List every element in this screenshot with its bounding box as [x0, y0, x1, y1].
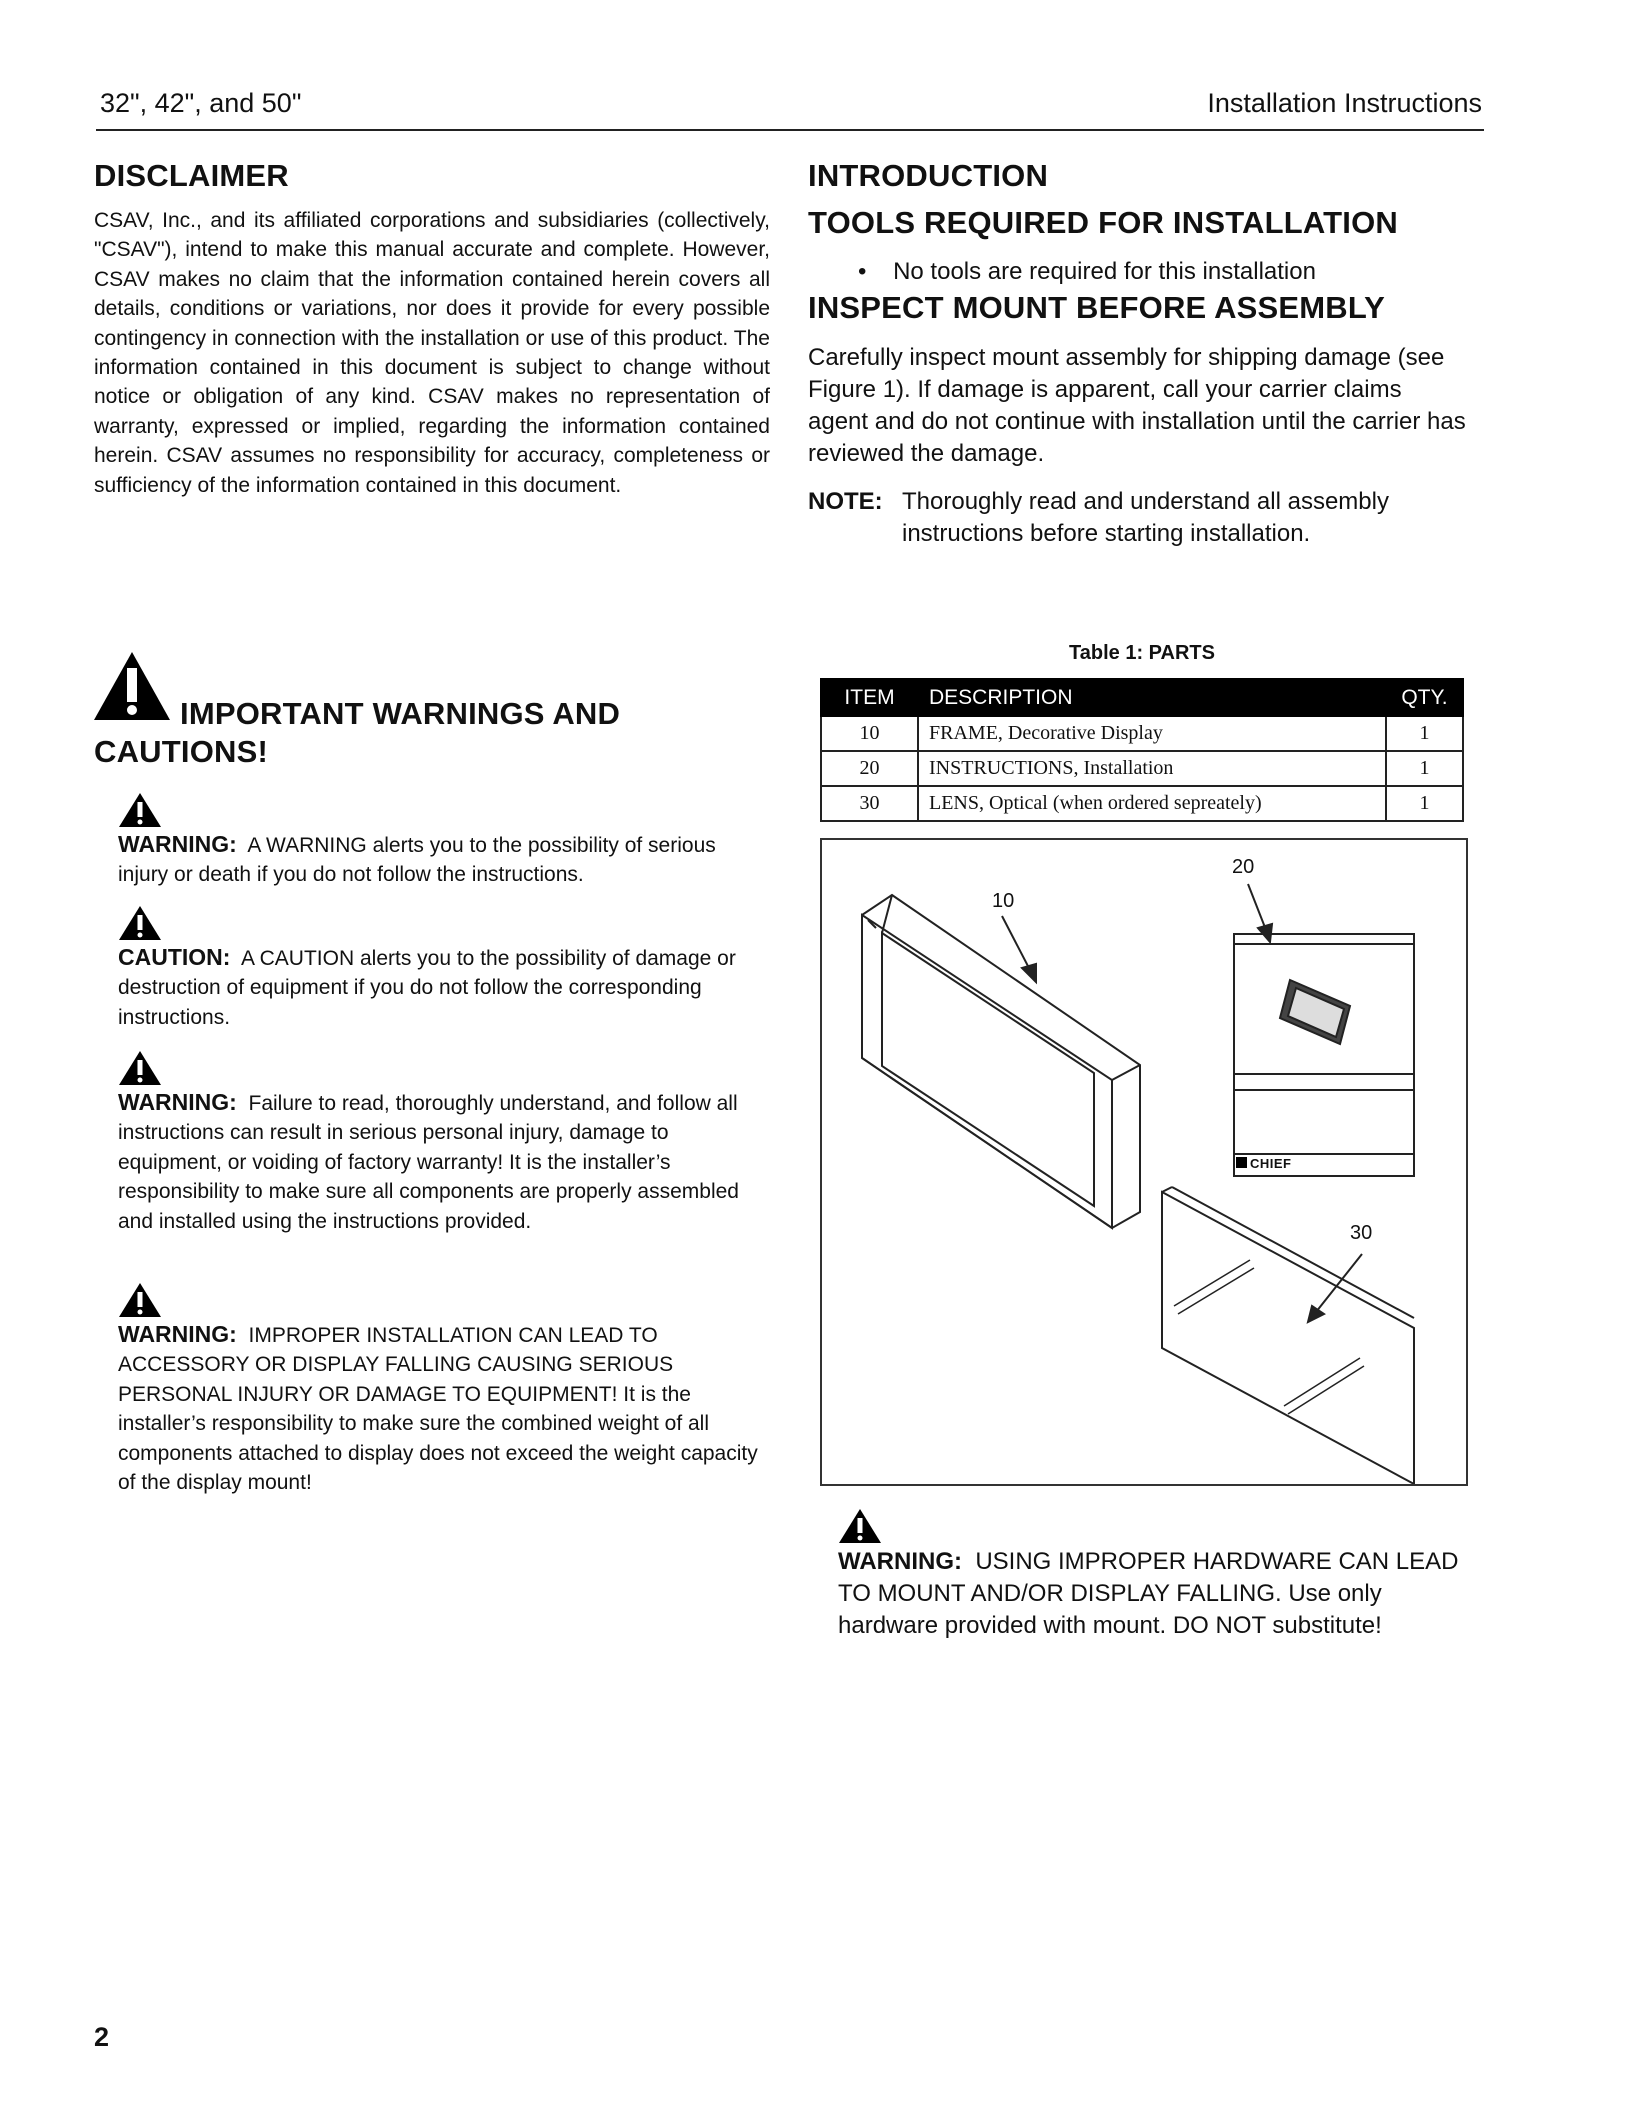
- parts-table-caption: Table 1: PARTS: [1069, 642, 1215, 664]
- warning-text: A WARNING alerts you to the possibility of serious injury or death if you do not follow the instructions.: [118, 834, 716, 887]
- note-text: Thoroughly read and understand all assembly instructions before starting installation.: [902, 488, 1389, 547]
- column-header-description: DESCRIPTION: [918, 679, 1386, 716]
- header-rule: [96, 129, 1484, 131]
- cell-item: 30: [821, 786, 918, 821]
- cell-description: FRAME, Decorative Display: [918, 716, 1386, 751]
- optical-lens-drawing: [1162, 1187, 1414, 1484]
- note-block: [808, 486, 1468, 550]
- warnings-title-line1: IMPORTANT WARNINGS AND: [180, 696, 621, 731]
- disclaimer-text: CSAV, Inc., and its affiliated corporations and subsidiaries (collectively, "CSAV"), intend to make this manual accurate and complete. However, CSAV makes no claim that the information contained herein covers all details, conditions or variations, nor does it provide for every possible contingency in connection with the installation or use of this product. The information contained in this document is subject to change without notice or obligation of any kind. CSAV makes no representation of warranty, expressed or implied, regarding the information contained herein. CSAV assumes no responsibility for accuracy, completeness or sufficiency of the information contained in this document.: [94, 209, 770, 497]
- figure-callout-10: 10: [992, 890, 1015, 912]
- header-model-sizes: 32", 42", and 50": [100, 88, 302, 118]
- introduction-title: INTRODUCTION: [808, 158, 1049, 193]
- figure-callout-30: 30: [1350, 1222, 1373, 1244]
- parts-table: [820, 678, 1464, 822]
- table-row: [821, 786, 1463, 821]
- cell-description: INSTRUCTIONS, Installation: [918, 751, 1386, 786]
- warning-triangle-icon: [118, 792, 162, 828]
- warning-triangle-large-icon: [92, 650, 172, 722]
- caution-item-equipment-damage: [118, 905, 768, 1032]
- disclaimer-title: DISCLAIMER: [94, 158, 289, 193]
- column-header-item: ITEM: [821, 679, 918, 716]
- tools-bullet: [858, 256, 1316, 288]
- column-header-qty: QTY.: [1386, 679, 1463, 716]
- table-header-row: [821, 679, 1463, 716]
- caution-label: CAUTION:: [118, 944, 231, 970]
- cell-description: LENS, Optical (when ordered sepreately): [918, 786, 1386, 821]
- page-number: 2: [94, 2022, 110, 2052]
- parts-figure: [820, 838, 1468, 1486]
- inspect-mount-text: Carefully inspect mount assembly for shipping damage (see Figure 1). If damage is apparent, call your carrier claims agent and do not continue with installation until the carrier has reviewed the damage.: [808, 344, 1466, 467]
- warning-text: USING IMPROPER HARDWARE CAN LEAD TO MOUNT AND/OR DISPLAY FALLING. Use only hardware provided with mount. DO NOT substitute!: [838, 1548, 1459, 1639]
- instructions-booklet-drawing: [1234, 934, 1414, 1176]
- warning-triangle-icon: [838, 1508, 882, 1544]
- cell-item: 20: [821, 751, 918, 786]
- table-row: [821, 716, 1463, 751]
- tools-bullet-text: No tools are required for this installation: [893, 258, 1316, 285]
- note-label: NOTE:: [808, 488, 883, 515]
- cell-qty: 1: [1386, 716, 1463, 751]
- warning-text: IMPROPER INSTALLATION CAN LEAD TO ACCESSORY OR DISPLAY FALLING CAUSING SERIOUS PERSONAL INJURY OR DAMAGE TO EQUIPMENT! It is the installer’s responsibility to make sure the combined weight of all components attached to display does not exceed the weight capacity of the display mount!: [118, 1324, 758, 1495]
- warning-label: WARNING:: [118, 1321, 237, 1347]
- warning-label: WARNING:: [838, 1548, 962, 1575]
- caution-triangle-icon: [118, 905, 162, 941]
- chief-logo: CHIEF: [1250, 1156, 1292, 1171]
- header-doc-title: Installation Instructions: [1207, 88, 1482, 118]
- cell-item: 10: [821, 716, 918, 751]
- warning-label: WARNING:: [118, 1089, 237, 1115]
- figure-callout-20: 20: [1232, 856, 1255, 878]
- warning-label: WARNING:: [118, 831, 237, 857]
- table-row: [821, 751, 1463, 786]
- cell-qty: 1: [1386, 751, 1463, 786]
- warning-item-improper-hardware: [838, 1508, 1478, 1642]
- decorative-frame-drawing: [862, 895, 1140, 1228]
- caution-text: A CAUTION alerts you to the possibility of damage or destruction of equipment if you do not follow the corresponding instructions.: [118, 947, 736, 1029]
- bullet-icon: •: [858, 258, 867, 285]
- warning-triangle-icon: [118, 1050, 162, 1086]
- warning-item-read-instructions: [118, 1050, 768, 1236]
- warning-item-improper-installation: [118, 1282, 768, 1497]
- warning-triangle-icon: [118, 1282, 162, 1318]
- cell-qty: 1: [1386, 786, 1463, 821]
- parts-illustration: [822, 840, 1466, 1484]
- tools-required-title: TOOLS REQUIRED FOR INSTALLATION: [808, 205, 1399, 240]
- inspect-mount-title: INSPECT MOUNT BEFORE ASSEMBLY: [808, 290, 1386, 325]
- warning-text: Failure to read, thoroughly understand, and follow all instructions can result in serious personal injury, damage to equipment, or voiding of factory warranty! It is the installer’s responsibility to make sure all components are properly assembled and installed using the instructions provided.: [118, 1092, 739, 1233]
- warnings-title-line2: CAUTIONS!: [94, 734, 269, 769]
- warning-item-serious-injury: [118, 792, 768, 890]
